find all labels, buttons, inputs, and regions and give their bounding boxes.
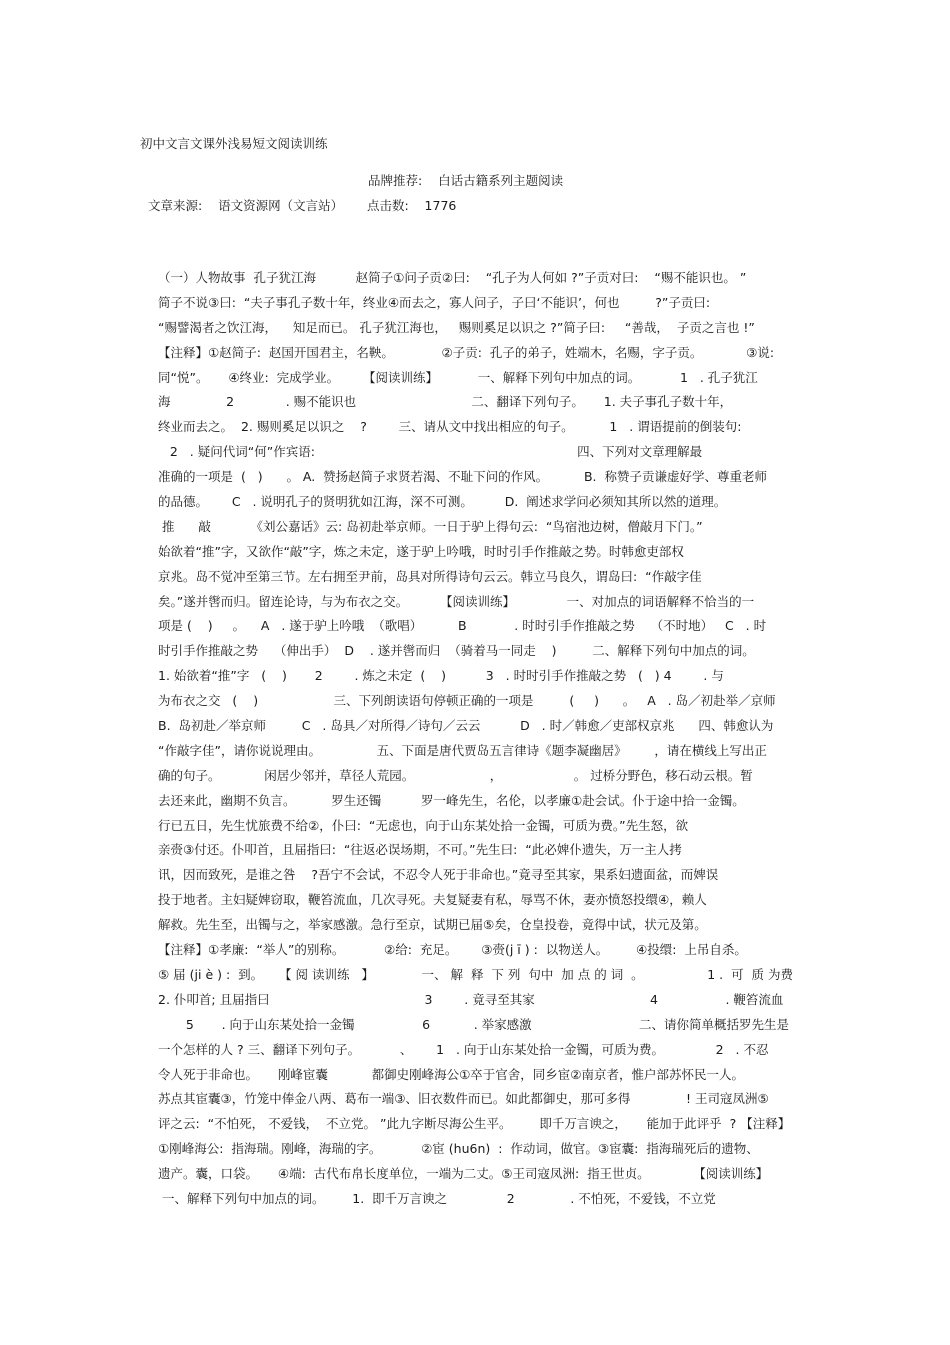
- body-line: 为布衣之交 ( ) 三、下列朗读语句停顿正确的一项是 ( ) 。 A . 岛／初赴举／京师: [158, 693, 776, 709]
- brand-recommendation: 品牌推荐: 白话古籍系列主题阅读: [368, 173, 564, 188]
- body-line: 评之云: “不怕死， 不爱钱， 不立党。 ”此九字断尽海公生平。 即千万言谀之， 能加于此评乎 ? 【注释】: [158, 1116, 791, 1132]
- body-line: ①刚峰海公: 指海瑞。刚峰，海瑞的字。 ②宦 (hu6n) : 作动词，做官。③宦囊: 指海瑞死后的遗物、: [158, 1141, 759, 1157]
- body-line: 【注释】①赵简子: 赵国开国君主，名鞅。 ②子贡: 孔子的弟子，姓端木，名赐，字子贡。 ③说:: [158, 344, 775, 360]
- body-line: 1. 始欲着“推”字 ( ) 2 . 炼之未定 ( ) 3 . 时时引手作推敲之势 ( ) 4 . 与: [158, 668, 724, 684]
- document-body: [158, 266, 798, 1212]
- body-line: “作敲字佳”，请你说说理由。 五、下面是唐代贾岛五言律诗《题李凝幽居》 ，请在横线上写出正: [158, 742, 767, 758]
- body-line: 同“悦”。 ④终业: 完成学业。 【阅读训练】 一、解释下列句中加点的词。 1 . 孔子犹江: [158, 369, 758, 385]
- body-line: 终业而去之。 2. 赐则奚足以识之 ? 三、请从文中找出相应的句子。 1 . 谓语提前的倒装句:: [158, 419, 742, 435]
- body-line: 行已五日，先生忧旅费不给②，仆曰: “无虑也，向于山东某处拾一金镯，可质为费。”先生怒，欲: [158, 817, 689, 833]
- body-line: 5 . 向于山东某处拾一金镯 6 . 举家感激 二、请你简单概括罗先生是: [158, 1016, 789, 1032]
- body-line: 始欲着“推”字，又欲作“敲”字，炼之未定，遂于驴上吟哦，时时引手作推敲之势。时韩愈吏部权: [158, 543, 684, 559]
- body-line: 简子不说③曰: “夫子事孔子数十年，终业④而去之，寡人问子，子曰‘不能识’，何也 ?”子贡曰:: [158, 294, 711, 310]
- body-line: 投于地者。主妇疑婢窃取，鞭笞流血，几次寻死。夫复疑妻有私，辱骂不休，妻亦愤怒投缳④，赖人: [158, 892, 707, 908]
- body-line: 苏点其宦囊③，竹笼中俸金八两、葛布一端③、旧衣数件而已。如此都御史，那可多得 ! 王司寇凤洲⑤: [158, 1091, 769, 1107]
- body-line: 准确的一项是 ( ) 。 A. 赞扬赵简子求贤若渴、不耻下问的作风。 B. 称赞子贡谦虚好学、尊重老师: [158, 469, 767, 485]
- body-line: 时引手作推敲之势 （伸出手） D . 遂并辔而归 （骑着马一同走 ) 二、解释下列句中加点的词。: [158, 643, 755, 659]
- body-line: 亲赍③付还。仆叩首，且届指曰: “往返必误场期，不可。”先生曰: “此必婢仆遗失，万一主人拷: [158, 842, 682, 858]
- body-line: 讯，因而致死，是谁之咎 ?吾宁不会试，不忍令人死于非命也。”竟寻至其家，果系妇遗面盆，而婢误: [158, 867, 719, 883]
- article-source-line: 文章来源: 语文资源网（文言站） 点击数: 1776: [148, 198, 457, 213]
- body-line: 解救。先生至，出镯与之，举家感激。急行至京，试期已届⑤矣，仓皇投卷，竟得中试，状元及第。: [158, 917, 707, 933]
- body-line: 令人死于非命也。 刚峰宦囊 都御史刚峰海公①卒于官舍，同乡宦②南京者，惟户部苏怀民一人。: [158, 1066, 744, 1082]
- body-line: 推 敲 《刘公嘉话》云: 岛初赴举京师。一日于驴上得句云: “鸟宿池边树，僧敲月下门。”: [158, 518, 703, 534]
- body-line: 【注释】①孝廉: “举人”的别称。 ②给: 充足。 ③赍(j ī ) : 以物送人。 ④投缳: 上吊自杀。: [158, 942, 747, 958]
- body-line: 海 2 . 赐不能识也 二、翻译下列句子。 1. 夫子事孔子数十年，: [158, 394, 733, 410]
- body-line: （一）人物故事 孔子犹江海 赵简子①问子贡②曰: “孔子为人何如 ?”子贡对曰: “赐不能识也。 ”: [158, 270, 747, 285]
- body-line: ⑤ 届 (ji è ) : 到。 【 阅 读训练 】 一、 解 释 下 列 句中 加 点 的 词 。 1 . 可 质 为费: [158, 966, 794, 982]
- body-line: “赐譬渴者之饮江海， 知足而已。 孔子犹江海也， 赐则奚足以识之 ?”简子曰: “善哉， 子贡之言也 !”: [158, 319, 755, 335]
- body-line: 一个怎样的人 ? 三、翻译下列句子。 、 1 . 向于山东某处拾一金镯，可质为费。 2 . 不忍: [158, 1041, 769, 1057]
- body-line: 2. 仆叩首; 且届指曰 3 . 竟寻至其家 4 . 鞭笞流血: [158, 991, 784, 1007]
- body-line: 矣。”遂并辔而归。留连论诗，与为布衣之交。 【阅读训练】 一、对加点的词语解释不恰当的一: [158, 593, 755, 609]
- body-line: 2 . 疑问代词“何”作宾语: 四、下列对文章理解最: [158, 444, 703, 460]
- body-line: 的品德。 C . 说明孔子的贤明犹如江海，深不可测。 D. 阐述求学问必须知其所以然的道理。: [158, 494, 727, 510]
- body-line: 一、解释下列句中加点的词。 1. 即千万言谀之 2 . 不怕死，不爱钱，不立党: [158, 1190, 716, 1206]
- document-title: 初中文言文课外浅易短文阅读训练: [140, 136, 328, 151]
- body-line: 遗产。囊，口袋。 ④端: 古代布帛长度单位，一端为二丈。⑤王司寇凤洲: 指王世贞。 【阅读训练】: [158, 1166, 769, 1182]
- body-line: 去还来此，幽期不负言。 罗生还镯 罗一峰先生，名伦，以孝廉①赴会试。仆于途中拾一金镯。: [158, 792, 745, 808]
- body-line: 确的句子。 闲居少邻并，草径人荒园。 ， 。 过桥分野色，移石动云根。暂: [158, 767, 753, 783]
- body-line: B. 岛初赴／举京师 C . 岛具／对所得／诗句／云云 D . 时／韩愈／吏部权京兆 四、韩愈认为: [158, 718, 774, 734]
- body-line: 项是 ( ) 。 A . 遂于驴上吟哦 （歌唱） B . 时时引手作推敲之势 （不时地） C . 时: [158, 618, 767, 634]
- body-line: 京兆。岛不觉冲至第三节。左右拥至尹前，岛具对所得诗句云云。韩立马良久，谓岛曰: “作敲字佳: [158, 568, 702, 584]
